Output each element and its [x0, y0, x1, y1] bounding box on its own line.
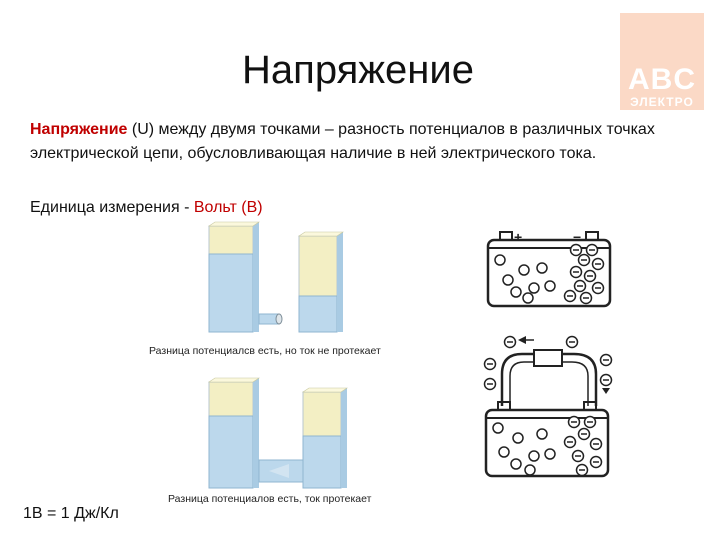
logo-text: ABC: [628, 63, 696, 96]
unit-value: Вольт (В): [193, 199, 263, 216]
definition-paragraph: [30, 118, 690, 166]
vessels-closed-illustration: [205, 222, 355, 334]
caption-current-flows: Разница потенциалов есть, ток протекает: [168, 493, 372, 505]
battery-closed-circuit-diagram: [478, 330, 618, 480]
battery-open-circuit-diagram: [480, 228, 620, 310]
minus-sign: −: [573, 229, 582, 245]
slide-title: Напряжение: [242, 48, 474, 92]
plus-sign: +: [514, 229, 523, 245]
unit-line: [30, 197, 263, 219]
unit-formula: 1В = 1 Дж/Кл: [23, 505, 119, 522]
definition-text: (U) между двумя точками – разность потенциалов в различных точках электрической цепи, обусловливающая наличие в ней электрического тока.: [30, 121, 655, 162]
caption-no-current: Разница потенциалсв есть, но ток не протекает: [149, 345, 381, 357]
unit-label: Единица измерения -: [30, 199, 194, 216]
definition-term: Напряжение: [30, 121, 128, 138]
vessels-open-illustration: [205, 378, 355, 490]
logo-subtext: ЭЛЕКТРО: [630, 95, 694, 109]
